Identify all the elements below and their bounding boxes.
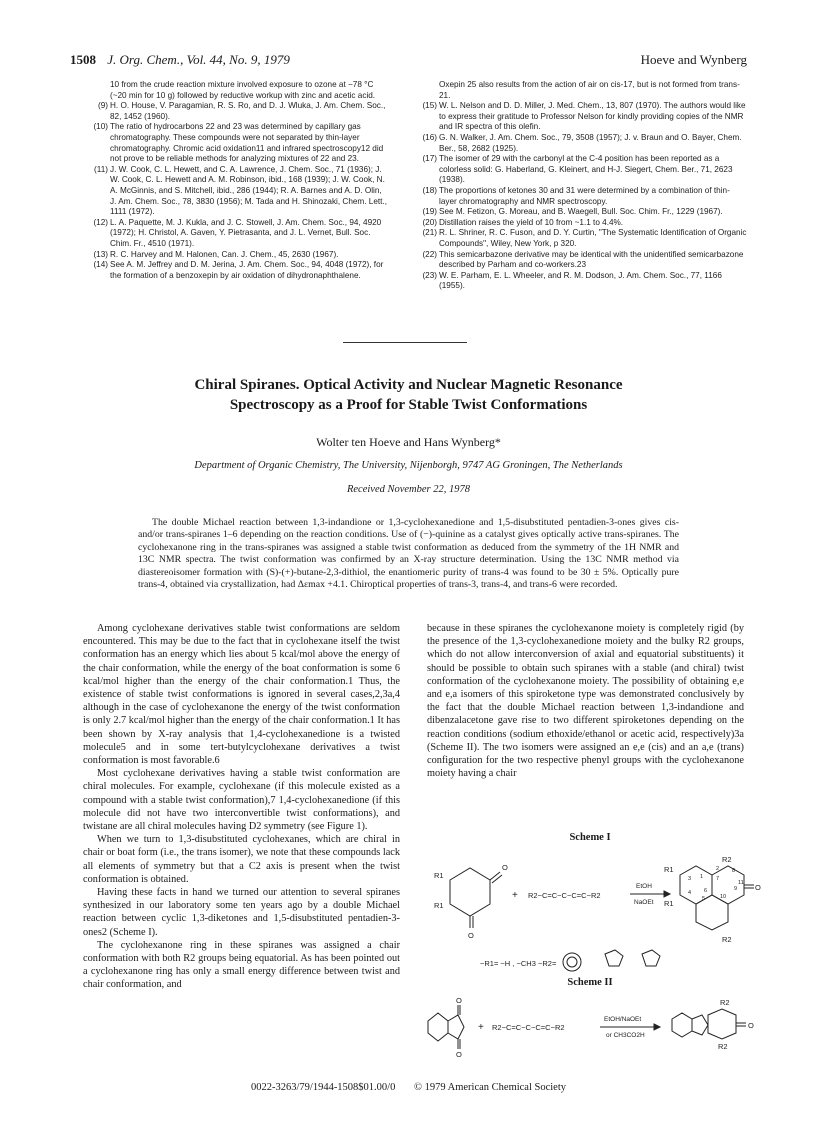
running-head-authors: Hoeve and Wynberg — [640, 52, 747, 67]
reference-entry — [88, 250, 388, 261]
scheme1-legend-r2: −R2= — [538, 959, 557, 968]
scheme-2-drawing — [420, 993, 760, 1058]
reference-number: (22) — [422, 249, 437, 259]
references-left-column — [88, 80, 388, 281]
body-paragraph: Having these facts in hand we turned our attention to several spiranes synthesized in our laboratory some ten years ago by a double Michael reaction between cyclic 1,3-diketones and 1,5-disubstituted pentadien-3-ones2 (Scheme I). — [83, 887, 400, 938]
product-ring-c — [696, 895, 728, 930]
reference-text: G. N. Walker, J. Am. Chem. Soc., 79, 3508 (1957); J. v. Braun and O. Bayer, Chem. Ber., 58, 2682 (1925). — [439, 132, 742, 153]
reference-text: The ratio of hydrocarbons 22 and 23 was determined by capillary gas chromatography. These compounds were not separated by thin-layer chromatography. Chromic acid oxidation11 and infrared spectroscopy12 did not prove to be reliable methods for analyzing mixtures of 22 and 23. — [110, 122, 384, 164]
reference-entry — [417, 101, 747, 133]
ring-position-number: 11 — [738, 880, 744, 886]
reference-number: (9) — [97, 101, 108, 111]
reference-number: (10) — [93, 122, 108, 132]
reference-text: The proportions of ketones 30 and 31 were determined by a combination of thin-layer chromatography and NMR spectroscopy. — [439, 185, 730, 206]
product-five-ring — [692, 1015, 708, 1035]
received-date: Received November 22, 1978 — [346, 484, 471, 495]
reference-number: (12) — [93, 217, 108, 227]
product-cyclohexanone-ring — [708, 1009, 736, 1039]
body-paragraph: The cyclohexanone ring in these spiranes was assigned a chair conformation with both R2 groups being equatorial. As has been pointed out a cyclohexanone ring has only a small energy difference between twist and chair conformation, and — [83, 939, 400, 991]
scheme1-product-r1-bottom: R1 — [664, 899, 674, 908]
scheme-1-label: Scheme I — [569, 832, 611, 843]
reference-number: (17) — [422, 154, 437, 164]
scheme2-reagent-top: EtOH/NaOEt — [604, 1016, 642, 1023]
ring-position-number: 9 — [734, 886, 738, 892]
product-benzene-ring — [672, 1013, 692, 1037]
ring-position-number: 2 — [716, 866, 720, 872]
reference-number: (13) — [93, 249, 108, 259]
scheme1-dienone: R2−C=C−C−C=C−R2 — [528, 891, 601, 900]
reference-text: 10 from the crude reaction mixture involved exposure to ozone at −78 °C (~20 min for 10 g) followed by reductive workup with zinc and acetic acid. — [110, 80, 376, 100]
reference-entry — [88, 165, 388, 218]
running-head-left — [70, 52, 290, 68]
copyright-notice: © 1979 American Chemical Society — [413, 1082, 567, 1093]
section-divider — [343, 342, 467, 343]
thiophene-ring — [605, 950, 623, 966]
author-affiliation: Department of Organic Chemistry, The University, Nijenborgh, 9747 AG Groningen, The Netherlands — [194, 460, 623, 471]
scheme1-oxygen-top: O — [502, 863, 508, 872]
scheme1-plus: + — [512, 890, 518, 901]
reference-number: (18) — [422, 185, 437, 195]
scheme2-oxygen-bottom: O — [456, 1050, 462, 1059]
scheme1-oxygen-bottom: O — [468, 931, 474, 940]
reference-number: (20) — [422, 217, 437, 227]
cyclohexanedione-ring — [450, 868, 490, 916]
reference-entry — [88, 122, 388, 164]
article-code: 0022-3263/79/1944-1508$01.00/0 — [250, 1082, 396, 1093]
reference-entry — [417, 250, 747, 271]
reference-text: L. A. Paquette, M. J. Kukla, and J. C. Stowell, J. Am. Chem. Soc., 94, 4920 (1972); H. Christol, A. Gaven, Y. Pietrasanta, and J. L. Vernet, Bull. Soc. Chim. Fr., 4510 (1971). — [110, 217, 382, 248]
reference-entry — [417, 133, 747, 154]
scheme1-r1-top: R1 — [434, 871, 444, 880]
reference-text: R. L. Shriner, R. C. Fuson, and D. Y. Curtin, "The Systematic Identification of Organic Compounds", Wiley, New York, p 320. — [439, 228, 747, 248]
reference-entry — [417, 218, 747, 229]
ring-position-number: 4 — [688, 890, 692, 896]
scheme1-product-r1-top: R1 — [664, 865, 674, 874]
indandione-five-ring — [448, 1015, 464, 1039]
reference-entry — [417, 271, 747, 292]
ring-position-number: 3 — [688, 876, 692, 882]
furan-ring — [642, 950, 660, 966]
reference-entry — [417, 207, 747, 218]
scheme-2-label: Scheme II — [567, 977, 613, 988]
reference-text: H. O. House, V. Paragamian, R. S. Ro, and D. J. Wluka, J. Am. Chem. Soc., 82, 1452 (1960). — [110, 101, 386, 121]
reaction-arrowhead — [664, 891, 670, 897]
reference-text: Oxepin 25 also results from the action of air on cis-17, but is not formed from trans-21. — [439, 80, 740, 100]
body-column-left — [83, 622, 400, 992]
reference-text: The isomer of 29 with the carbonyl at the C-4 position has been reported as a colorless solid: G. Haberland, G. Kleinert, and H-J. Siegert, Chem. Ber., 71, 2623 (1938). — [439, 154, 733, 185]
scheme2-oxygen-top: O — [456, 996, 462, 1005]
reference-number: (16) — [422, 132, 437, 142]
ring-position-number: 10 — [720, 894, 727, 900]
indandione-benzene-ring — [428, 1013, 448, 1041]
ring-position-number: 7 — [716, 876, 720, 882]
product-ring-a — [680, 866, 712, 904]
scheme2-product-oxygen: O — [748, 1021, 754, 1030]
reference-entry — [88, 80, 388, 101]
ring-position-number: 1 — [700, 874, 704, 880]
scheme1-product-r2-bottom: R2 — [722, 935, 732, 944]
scheme1-reagent-top: EtOH — [636, 883, 652, 890]
ring-position-number: 5 — [702, 896, 706, 902]
scheme1-product-oxygen: O — [755, 883, 761, 892]
phenyl-ring — [563, 953, 581, 971]
scheme-1-drawing — [420, 850, 760, 975]
scheme1-legend-r1: −R1= −H , −CH3 — [480, 959, 536, 968]
reference-text: Distillation raises the yield of 10 from ~1.1 to 4.4%. — [439, 217, 624, 227]
body-column-right — [427, 622, 744, 780]
article-title-line-2: Spectroscopy as a Proof for Stable Twist Conformations — [229, 397, 588, 413]
scheme2-reagent-bottom: or CH3CO2H — [606, 1032, 645, 1039]
ring-position-number: 8 — [732, 868, 736, 874]
reference-text: R. C. Harvey and M. Halonen, Can. J. Chem., 45, 2630 (1967). — [110, 249, 339, 259]
running-head — [70, 52, 747, 68]
article-title — [70, 375, 747, 415]
page-number: 1508 — [70, 52, 96, 67]
scheme1-r1-bottom: R1 — [434, 901, 444, 910]
scheme2-plus: + — [478, 1022, 484, 1033]
reference-number: (14) — [93, 260, 108, 270]
reference-entry — [417, 154, 747, 186]
reference-text: W. L. Nelson and D. D. Miller, J. Med. Chem., 13, 807 (1970). The authors would like to express their gratitude to Professor Nelson for kindly providing copies of the NMR and IR spectra of this olefin. — [439, 101, 746, 132]
reference-text: J. W. Cook, C. L. Hewett, and C. A. Lawrence, J. Chem. Soc., 71 (1936); J. W. Cook, C. L. Hewett and A. M. Robinson, ibid., 168 (1939); J. W. Cook, N. A. McGinnis, and S. Mitchell, ibid., 286 (1944); R. A. Barnes and A. D. Olin, J. Am. Chem. Soc., 78, 3830 (1956); M. Tada and H. Shinozaki, Chem. Lett., 1111 (1972). — [110, 164, 387, 217]
scheme1-product-r2-top: R2 — [722, 855, 732, 864]
journal-citation: J. Org. Chem., Vol. 44, No. 9, 1979 — [107, 52, 290, 67]
scheme2-product-r2-top: R2 — [720, 998, 730, 1007]
body-paragraph: Most cyclohexane derivatives having a stable twist conformation are chiral molecules. For example, cyclohexane (if this molecule existed as a compound with a stable twist conformation),7 1,4-cyclohexanedione (if this molecule did not have two interconvertible twist conformations), and twistane are all chiral molecules having D2 symmetry (see Figure 1). — [83, 768, 400, 833]
reference-text: See M. Fetizon, G. Moreau, and B. Waegell, Bull. Soc. Chim. Fr., 1229 (1967). — [439, 207, 723, 217]
page-footer — [70, 1082, 747, 1093]
body-paragraph: because in these spiranes the cyclohexanone moiety is completely rigid (by the presence of the 1,3-cyclohexanedione moiety and the bulky R2 groups, which do not allow interconversion of axial and equatorial substituents) it should be possible to obtain such spiranes with a stable (and chiral) twist conformation of the cyclohexanone moiety. The possibility of obtaining e,e and e,a isomers of this spiroketone type was demonstrated conclusively by the fact that the double Michael reaction between 1,3-indandione and dibenzalacetone gave rise to two different spiroketones depending on the reaction conditions (sodium ethoxide/ethanol or acetic acid, respectively)3a (Scheme II). The two isomers were assigned an e,e (cis) and an a,e (trans) configuration for the two respective phenyl groups with the cyclohexanone moiety having a chair — [427, 623, 744, 780]
abstract-text: The double Michael reaction between 1,3-indandione or 1,3-cyclohexanedione and 1,5-disubstituted pentadien-3-ones gives cis- and/or trans-spiranes 1–6 depending on the reaction conditions. Use of (−)-quinine as a catalyst gives optically active trans-spiranes. The cyclohexanone ring in the trans-spiranes was assigned a stable twist conformation as deduced from the symmetry of the 1H NMR and 13C NMR spectra. The twist conformation was confirmed by an X-ray structure determination. Using the 13C NMR method via diastereoisomer formation with (S)-(+)-butane-2,3-dithiol, the enantiomeric purity of trans-4 was found to be 30 ± 5%. Optically pure trans-4, obtained via crystallization, had Δεmax +4.1. Chiroptical properties of trans-3, trans-4, and trans-6 were recorded. — [138, 517, 679, 591]
scheme2-dienone: R2−C=C−C−C=C−R2 — [492, 1023, 565, 1032]
reference-text: This semicarbazone derivative may be identical with the unidentified semicarbazone described by Parham and co-workers.23 — [439, 249, 744, 270]
reference-text: W. E. Parham, E. L. Wheeler, and R. M. Dodson, J. Am. Chem. Soc., 77, 1166 (1955). — [439, 270, 722, 291]
scheme-2-figure — [420, 993, 760, 1058]
reference-entry — [417, 186, 747, 207]
abstract — [138, 517, 679, 591]
reference-number: (21) — [422, 228, 437, 238]
reference-number: (19) — [422, 207, 437, 217]
reference-number: (15) — [422, 101, 437, 111]
reference-entry — [88, 101, 388, 122]
scheme-1-figure — [420, 850, 760, 975]
reference-number: (11) — [94, 164, 108, 174]
article-authors: Wolter ten Hoeve and Hans Wynberg* — [316, 435, 501, 449]
reference-entry — [417, 80, 747, 101]
reference-text: See A. M. Jeffrey and D. M. Jerina, J. Am. Chem. Soc., 94, 4048 (1972), for the formation of a benzoxepin by air oxidation of dihydronaphthalene. — [110, 260, 384, 280]
reference-entry — [417, 228, 747, 249]
reference-entry — [88, 218, 388, 250]
reference-number: (23) — [422, 270, 437, 280]
ring-position-number: 6 — [704, 888, 708, 894]
references-right-column — [417, 80, 747, 292]
scheme2-product-r2-bottom: R2 — [718, 1042, 728, 1051]
article-title-line-1: Chiral Spiranes. Optical Activity and Nuclear Magnetic Resonance — [194, 377, 623, 393]
body-paragraph: Among cyclohexane derivatives stable twist conformations are seldom encountered. This may be due to the fact that in cyclohexane itself the twist conformation has an energy which lies about 5 kcal/mol above the energy of the chair conformation, while the energy of the boat conformation is some 6 kcal/mol higher than the energy of the chair conformation.1 Thus, the existence of stable twist conformations is ignored in several cases,2,3a,4 although in the case of cyclohexanone the energy of the twist conformation is only 2.7 kcal/mol higher than the energy of the chair conformation.1 It has been shown by X-ray analysis that 1,4-cyclohexanedione is a twisted molecule5 and in some tert-butylcyclohexane derivatives a twist conformation is most favorable.6 — [83, 623, 400, 767]
scheme1-reagent-bottom: NaOEt — [634, 899, 654, 906]
reference-entry — [88, 260, 388, 281]
body-paragraph: When we turn to 1,3-disubstituted cyclohexanes, which are chiral in chair or boat form (i.e., the trans isomer), we note that these compounds lack all elements of symmetry but that a C2 axis is present when the twist conformation is obtained. — [83, 834, 400, 885]
